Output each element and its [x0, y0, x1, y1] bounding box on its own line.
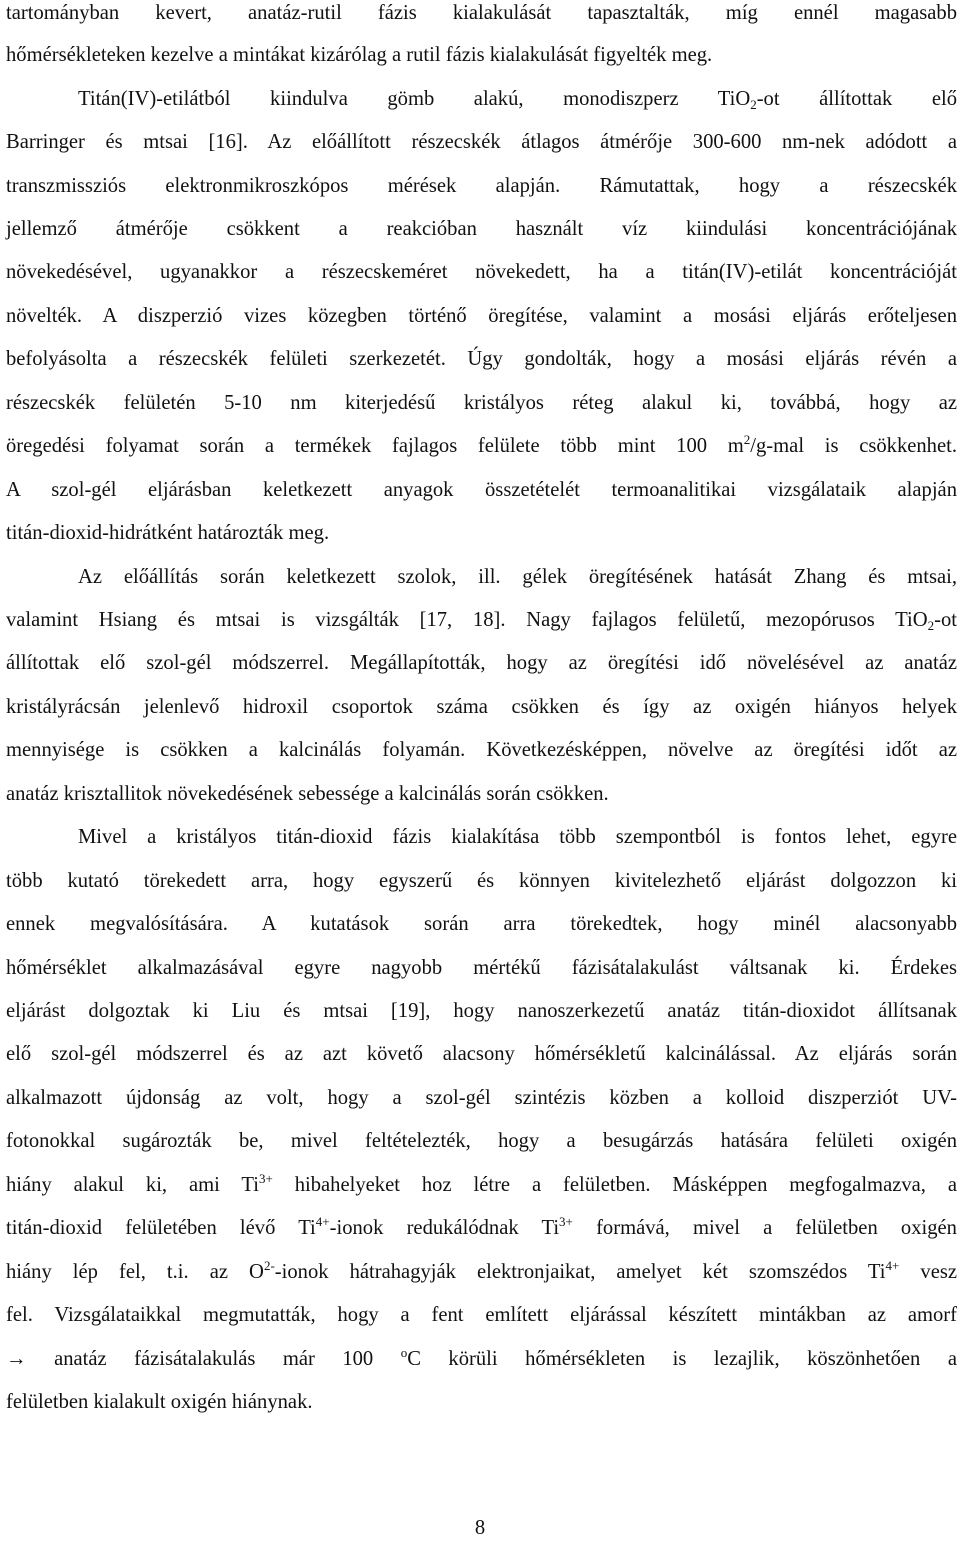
- text-line: hőmérsékleteken kezelve a mintákat kizárólag a rutil fázis kialakulását figyelték meg.: [6, 44, 713, 66]
- text-line: titán-dioxid felületében lévő $Ti^{4+}$-ionok redukálódnak $Ti^{3+}$ formává, mivel a felületben oxigén: [6, 1214, 957, 1239]
- text-line: A szol-gél eljárásban keletkezett anyagok összetételét termoanalitikai vizsgálataik alapján: [6, 479, 957, 501]
- text-line: → anatáz fázisátalakulás már 100 $^o$C körüli hőmérsékleten is lezajlik, köszönhetően a: [6, 1345, 957, 1370]
- text-line: anatáz krisztallitok növekedésének sebessége a kalcinálás során csökken.: [6, 783, 609, 805]
- text-line: több kutató törekedett arra, hogy egyszerű és könnyen kivitelezhető eljárást dolgozzon ki: [6, 870, 957, 892]
- text-line: Titán(IV)-etilátból kiindulva gömb alakú, monodiszperz TiO$_2$-ot állítottak elő: [78, 88, 957, 112]
- text-line: eljárást dolgoztak ki Liu és mtsai [19], hogy nanoszerkezetű anatáz titán-dioxidot állítsanak: [6, 1000, 957, 1022]
- text-line: jellemző átmérője csökkent a reakcióban használt víz kiindulási koncentrációjának: [6, 218, 957, 240]
- text-line: részecskék felületén 5-10 nm kiterjedésű kristályos réteg alakul ki, továbbá, hogy az: [6, 392, 957, 414]
- text-line: alkalmazott újdonság az volt, hogy a szol-gél szintézis közben a kolloid diszperziót UV-: [6, 1087, 957, 1109]
- text-line: tartományban kevert, anatáz-rutil fázis kialakulását tapasztalták, míg ennél magasabb: [6, 2, 957, 24]
- text-line: növekedésével, ugyanakkor a részecskeméret növekedett, ha a titán(IV)-etilát koncentrációját: [6, 261, 957, 283]
- text-line: Barringer és mtsai [16]. Az előállított részecskék átlagos átmérője 300-600 nm-nek adódott a: [6, 131, 957, 153]
- text-line: Mivel a kristályos titán-dioxid fázis kialakítása több szempontból is fontos lehet, egyre: [78, 826, 957, 848]
- text-line: növelték. A diszperzió vizes közegben történő öregítése, valamint a mosási eljárás erőteljesen: [6, 305, 957, 327]
- text-line: valamint Hsiang és mtsai is vizsgálták [17, 18]. Nagy fajlagos felületű, mezopórusos TiO$_2$-ot: [6, 609, 957, 633]
- text-line: befolyásolta a részecskék felületi szerkezetét. Úgy gondolták, hogy a mosási eljárás révén a: [6, 348, 957, 370]
- text-line: mennyisége is csökken a kalcinálás folyamán. Következésképpen, növelve az öregítési időt az: [6, 739, 957, 761]
- text-line: fel. Vizsgálataikkal megmutatták, hogy a fent említett eljárással készített mintákban az amorf: [6, 1304, 957, 1326]
- text-line: hőmérséklet alkalmazásával egyre nagyobb mértékű fázisátalakulást váltsanak ki. Érdekes: [6, 957, 957, 979]
- page-number: 8: [474, 1517, 486, 1539]
- text-line: titán-dioxid-hidrátként határozták meg.: [6, 522, 330, 544]
- text-line: fotonokkal sugározták be, mivel feltételezték, hogy a besugárzás hatására felületi oxigén: [6, 1130, 957, 1152]
- text-line: elő szol-gél módszerrel és az azt követő alacsony hőmérsékletű kalcinálással. Az eljárás során: [6, 1043, 957, 1065]
- text-line: hiány lép fel, t.i. az $O^{2-}$-ionok hátrahagyják elektronjaikat, amelyet két szomszédos $Ti^{4+}$ vesz: [6, 1258, 957, 1283]
- text-line: öregedési folyamat során a termékek fajlagos felülete több mint 100 $m^2/g$-mal is csökkenhet.: [6, 432, 957, 457]
- text-line: hiány alakul ki, ami $Ti^{3+}$ hibahelyeket hoz létre a felületben. Másképpen megfogalmazva, a: [6, 1171, 957, 1196]
- text-line: transzmissziós elektronmikroszkópos mérések alapján. Rámutattak, hogy a részecskék: [6, 175, 957, 197]
- text-line: Az előállítás során keletkezett szolok, ill. gélek öregítésének hatását Zhang és mtsai,: [78, 566, 957, 588]
- text-line: felületben kialakult oxigén hiánynak.: [6, 1391, 313, 1413]
- text-line: ennek megvalósítására. A kutatások során arra törekedtek, hogy minél alacsonyabb: [6, 913, 957, 935]
- text-line: állítottak elő szol-gél módszerrel. Megállapították, hogy az öregítési idő növelésével az anatáz: [6, 652, 957, 674]
- text-line: kristályrácsán jelenlevő hidroxil csoportok száma csökken és így az oxigén hiányos helyek: [6, 696, 957, 718]
